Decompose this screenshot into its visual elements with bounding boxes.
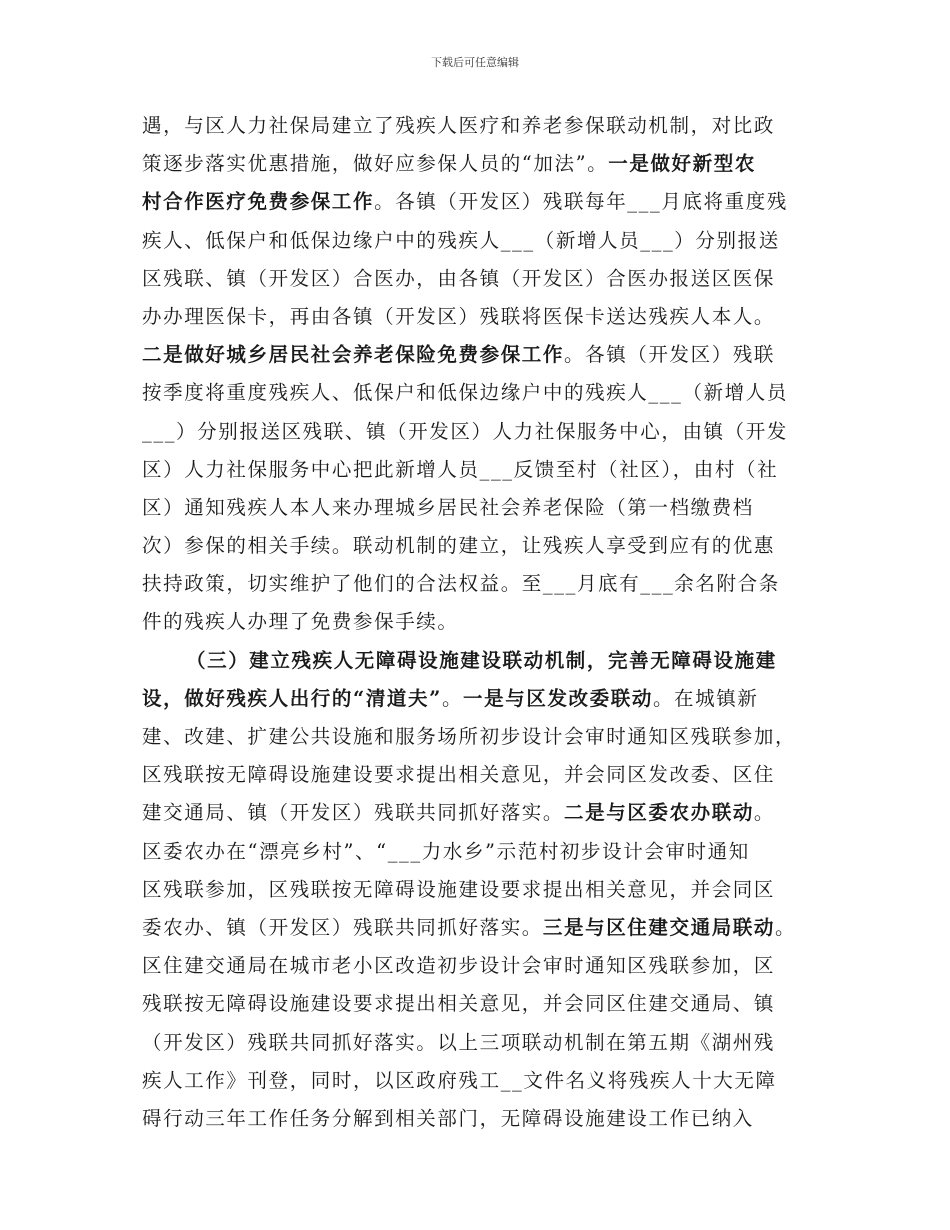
text-segment: 区）通知残疾人本人来办理城乡居民社会养老保险（第一档缴费档 bbox=[142, 495, 754, 519]
text-line bbox=[142, 718, 812, 756]
text-line bbox=[142, 107, 812, 145]
text-segment: 区残联参加，区残联按无障碍设施建设要求提出相关意见，并会同区 bbox=[142, 877, 776, 901]
text-line bbox=[142, 1062, 812, 1100]
text-segment: 。各镇（开发区）残联 bbox=[564, 343, 776, 367]
text-segment: 。 bbox=[441, 686, 464, 710]
text-segment: （开发区）残联共同抓好落实。以上三项联动机制在第五期《湖州残 bbox=[142, 1030, 776, 1054]
text-line bbox=[142, 680, 812, 718]
bold-text-segment: 设，做好残疾人出行的“清道夫” bbox=[142, 686, 442, 710]
bold-text-segment: 一是做好新型农 bbox=[608, 152, 756, 176]
text-segment: 办办理医保卡，再由各镇（开发区）残联将医保卡送达残疾人本人。 bbox=[142, 304, 776, 328]
text-segment: 建交通局、镇（开发区）残联共同抓好落实。 bbox=[142, 801, 565, 825]
text-segment: 建、改建、扩建公共设施和服务场所初步设计会审时通知区残联参加， bbox=[142, 725, 797, 748]
text-segment: 遇，与区人力社保局建立了残疾人医疗和养老参保联动机制，对比政 bbox=[142, 114, 776, 137]
text-segment: 疾人工作》刊登，同时，以区政府残工__文件名义将残疾人十大无障 bbox=[142, 1068, 777, 1092]
text-segment: 委农办、镇（开发区）残联共同抓好落实。 bbox=[142, 915, 543, 939]
bold-text-segment: 二是做好城乡居民社会养老保险免费参保工作 bbox=[142, 343, 565, 367]
text-segment: 区）人力社保服务中心把此新增人员___反馈至村（社区），由村（社 bbox=[142, 457, 779, 481]
bold-text-segment: 村合作医疗免费参保工作 bbox=[142, 190, 375, 214]
text-line bbox=[142, 1024, 812, 1062]
text-segment: ___）分别报送区残联、镇（开发区）人力社保服务中心，由镇（开发 bbox=[142, 419, 788, 443]
text-line bbox=[142, 222, 812, 260]
text-segment: 次）参保的相关手续。联动机制的建立，让残疾人享受到应有的优惠 bbox=[142, 534, 776, 558]
text-line bbox=[142, 794, 812, 832]
text-segment: 残联按无障碍设施建设要求提出相关意见，并会同区住建交通局、镇 bbox=[142, 992, 776, 1016]
text-line bbox=[142, 527, 812, 565]
text-line bbox=[142, 451, 812, 489]
text-segment: 。各镇（开发区）残联每年___月底将重度残 bbox=[374, 190, 788, 214]
text-line bbox=[142, 871, 812, 909]
text-line bbox=[142, 985, 812, 1023]
bold-text-segment: （三）建立残疾人无障碍设施建设联动机制，完善无障碍设施建 bbox=[186, 648, 777, 672]
text-line bbox=[142, 947, 812, 985]
text-line bbox=[142, 374, 812, 412]
text-line bbox=[142, 603, 812, 641]
text-segment: 区住建交通局在城市老小区改造初步设计会审时通知区残联参加，区 bbox=[142, 954, 776, 978]
text-line bbox=[142, 833, 812, 871]
text-line bbox=[142, 336, 812, 374]
text-line bbox=[142, 260, 812, 298]
text-segment: 策逐步落实优惠措施，做好应参保人员的“加法”。 bbox=[142, 152, 609, 176]
text-segment: 区委农办在“漂亮乡村”、“___力水乡”示范村初步设计会审时通知 bbox=[142, 839, 750, 863]
text-line bbox=[142, 565, 812, 603]
text-segment: 疾人、低保户和低保边缘户中的残疾人___（新增人员___）分别报送 bbox=[142, 228, 780, 252]
text-line bbox=[142, 183, 812, 221]
text-line bbox=[142, 145, 812, 183]
text-segment: 。 bbox=[775, 915, 797, 939]
text-line bbox=[142, 909, 812, 947]
bold-text-segment: 二是与区委农办联动 bbox=[564, 801, 754, 825]
text-line bbox=[142, 413, 812, 451]
text-segment: 碍行动三年工作任务分解到相关部门，无障碍设施建设工作已纳入 bbox=[142, 1106, 754, 1130]
bold-text-segment: 一是与区发改委联动 bbox=[463, 686, 653, 710]
text-segment: 区残联、镇（开发区）合医办，由各镇（开发区）合医办报送区医保 bbox=[142, 266, 776, 290]
document-body bbox=[142, 107, 812, 1138]
text-segment: 按季度将重度残疾人、低保户和低保边缘户中的残疾人___（新增人员 bbox=[142, 381, 788, 405]
text-line bbox=[142, 756, 812, 794]
text-line bbox=[142, 642, 812, 680]
page-header: 下载后可任意编辑 bbox=[431, 56, 519, 69]
text-segment: 。 bbox=[753, 801, 776, 825]
text-segment: 件的残疾人办理了免费参保手续。 bbox=[142, 610, 459, 634]
bold-text-segment: 三是与区住建交通局联动 bbox=[542, 915, 776, 939]
text-segment: 扶持政策，切实维护了他们的合法权益。至___月底有___余名附合条 bbox=[142, 572, 780, 596]
text-line bbox=[142, 489, 812, 527]
text-line bbox=[142, 298, 812, 336]
text-segment: 。在城镇新 bbox=[652, 686, 759, 710]
text-segment: 区残联按无障碍设施建设要求提出相关意见，并会同区发改委、区住 bbox=[142, 763, 776, 787]
text-line bbox=[142, 1100, 812, 1138]
